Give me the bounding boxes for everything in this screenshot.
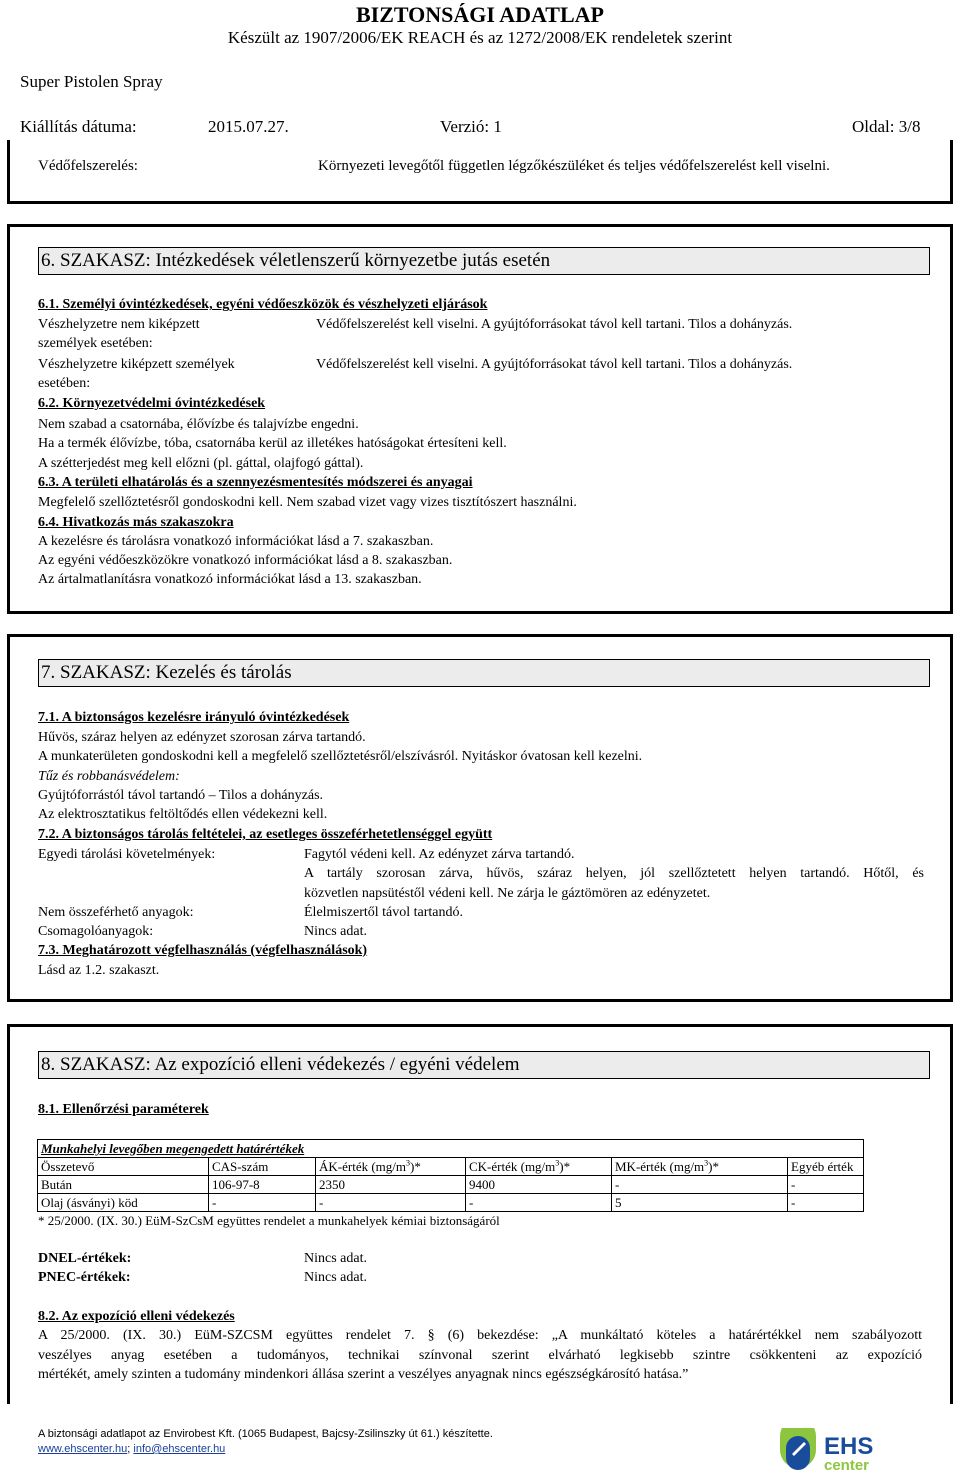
s72-title: 7.2. A biztonságos tárolás feltételei, az esetleges összeférhetetlenséggel együtt (38, 827, 493, 842)
table-header-suffix: )* (708, 1159, 720, 1174)
table-caption: Munkahelyi levegőben megengedett határértékek (38, 1140, 864, 1158)
table-cell: 5 (612, 1194, 788, 1212)
dnel-label: DNEL-értékek: (38, 1251, 132, 1266)
logo-leaf-icon (780, 1428, 816, 1470)
dnel-value: Nincs adat. (304, 1251, 367, 1266)
s63-line1: Megfelelő szellőztetésről gondoskodni kell. Nem szabad vizet vagy vizes tisztítószert használni. (38, 495, 577, 510)
s81-title: 8.1. Ellenőrzési paraméterek (38, 1102, 209, 1117)
table-header-text: CK-érték (mg/m (469, 1159, 556, 1174)
section8-title: 8. SZAKASZ: Az expozíció elleni védekezés / egyéni védelem (38, 1051, 930, 1079)
logo-word-center: center (824, 1457, 870, 1472)
document-subtitle: Készült az 1907/2006/EK REACH és az 1272/2008/EK rendeletek szerint (227, 28, 733, 47)
table-cell: 9400 (466, 1176, 612, 1194)
table-header-cell: CAS-szám (209, 1158, 316, 1176)
s72-packaging-text: Nincs adat. (304, 924, 367, 939)
product-name: Super Pistolen Spray (20, 72, 163, 91)
s72-requirements-line2: A tartály szorosan zárva, hűvös, száraz helyen, jól szellőztetett helyen tartandó. Hőtől, és (304, 866, 924, 881)
email-link[interactable]: info@ehscenter.hu (133, 1443, 226, 1455)
s73-line1: Lásd az 1.2. szakaszt. (38, 963, 160, 978)
table-cell: 106-97-8 (209, 1176, 316, 1194)
s82-line2: veszélyes anyag esetében a tudományos, technikai színvonal szerint elvárható legkisebb szintre csökkenteni az expozíció (38, 1348, 922, 1363)
s72-requirements-line1: Fagytól védeni kell. Az edényzet zárva tartandó. (304, 847, 575, 862)
s72-incompatible-label: Nem összeférhető anyagok: (38, 905, 194, 920)
s62-line2: Ha a termék élővízbe, tóba, csatornába kerül az illetékes hatóságokat értesíteni kell. (38, 436, 507, 451)
website-link[interactable]: www.ehscenter.hu (38, 1443, 128, 1455)
pnec-label: PNEC-értékek: (38, 1270, 131, 1285)
s64-title: 6.4. Hivatkozás más szakaszokra (38, 515, 234, 530)
s71-title: 7.1. A biztonságos kezelésre irányuló óvintézkedések (38, 710, 350, 725)
protective-equipment-text: Környezeti levegőtől független légzőkészüléket és teljes védőfelszerelést kell viselni. (318, 158, 830, 174)
table-cell: Olaj (ásványi) köd (38, 1194, 209, 1212)
superscript: 3 (406, 1158, 411, 1168)
table-header-text: MK-érték (mg/m (615, 1159, 705, 1174)
s72-incompatible-text: Élelmiszertől távol tartandó. (304, 905, 464, 920)
table-header-cell (466, 1158, 612, 1176)
s71-line4: Az elektrosztatikus feltöltődés ellen védekezni kell. (38, 807, 328, 822)
table-caption-row (38, 1140, 864, 1158)
s71-fire-heading: Tűz és robbanásvédelem: (38, 769, 180, 784)
s61-row1-label-b: személyek esetében: (38, 336, 153, 351)
table-header-text: ÁK-érték (mg/m (319, 1159, 407, 1174)
section6-title: 6. SZAKASZ: Intézkedések véletlenszerű környezetbe jutás esetén (38, 247, 930, 275)
table-header-cell: Egyéb érték (788, 1158, 864, 1176)
s62-line1: Nem szabad a csatornába, élővízbe és talajvízbe engedni. (38, 417, 359, 432)
s64-line2: Az egyéni védőeszközökre vonatkozó információkat lásd a 8. szakaszban. (38, 553, 453, 568)
superscript: 3 (555, 1158, 560, 1168)
protective-equipment-label: Védőfelszerelés: (38, 158, 138, 174)
s62-line3: A szétterjedést meg kell előzni (pl. gáttal, olajfogó gáttal). (38, 456, 364, 471)
s82-line1: A 25/2000. (IX. 30.) EüM-SZCSM együttes rendelet 7. § (6) bekezdése: „A munkáltató köteles a határértékkel nem szabályozott (38, 1328, 922, 1343)
ehs-center-logo-graphic (776, 1428, 926, 1472)
logo-word-ehs: EHS (824, 1433, 874, 1460)
pnec-value: Nincs adat. (304, 1270, 367, 1285)
s71-line2: A munkaterületen gondoskodni kell a megfelelő szellőztetésről/elszívásról. Nyitáskor óvatosan kell kezelni. (38, 749, 643, 764)
table-footnote: * 25/2000. (IX. 30.) EüM-SzCsM együttes rendelet a munkahelyek kémiai biztonságáról (38, 1213, 500, 1228)
table-cell: - (316, 1194, 466, 1212)
table-cell: - (612, 1176, 788, 1194)
document-title: BIZTONSÁGI ADATLAP (356, 2, 604, 27)
s71-line3: Gyújtóforrástól távol tartandó – Tilos a dohányzás. (38, 788, 324, 803)
s61-row2-text: Védőfelszerelést kell viselni. A gyújtóforrásokat távol kell tartani. Tilos a dohányzás. (316, 357, 793, 372)
s82-line3: mértékét, amely szinten a tudomány mindenkori állása szerint a veszélyes anyagnak nincs egészségkárosító hatása.” (38, 1367, 689, 1382)
table-header-cell (316, 1158, 466, 1176)
table-cell: - (788, 1194, 864, 1212)
s64-line1: A kezelésre és tárolásra vonatkozó információkat lásd a 7. szakaszban. (38, 534, 434, 549)
s62-title: 6.2. Környezetvédelmi óvintézkedések (38, 396, 266, 411)
issue-date-label: Kiállítás dátuma: (20, 117, 137, 136)
s72-requirements-label: Egyedi tárolási követelmények: (38, 847, 216, 862)
s61-row1-label-a: Vészhelyzetre nem kiképzett (38, 317, 200, 332)
ehs-center-logo (776, 1428, 926, 1472)
table-header-suffix: )* (410, 1159, 421, 1174)
s61-row1-text: Védőfelszerelést kell viselni. A gyújtóforrásokat távol kell tartani. Tilos a dohányzás. (316, 317, 793, 332)
s61-title: 6.1. Személyi óvintézkedések, egyéni védőeszközök és vészhelyzeti eljárások (38, 297, 488, 312)
s72-packaging-label: Csomagolóanyagok: (38, 924, 154, 939)
table-cell: Bután (38, 1176, 209, 1194)
version: Verzió: 1 (440, 117, 502, 136)
s61-row2-label-a: Vészhelyzetre kiképzett személyek (38, 357, 235, 372)
s64-line3: Az ártalmatlanításra vonatkozó információkat lásd a 13. szakaszban. (38, 572, 422, 587)
table-row (38, 1176, 864, 1194)
table-cell: - (788, 1176, 864, 1194)
superscript: 3 (704, 1158, 709, 1168)
footer-link-separator: ; (127, 1443, 131, 1455)
exposure-limits-table (37, 1139, 864, 1212)
table-cell: 2350 (316, 1176, 466, 1194)
s73-title: 7.3. Meghatározott végfelhasználás (végfelhasználások) (38, 943, 368, 958)
section7-title: 7. SZAKASZ: Kezelés és tárolás (38, 659, 930, 687)
page-number: Oldal: 3/8 (852, 117, 921, 136)
table-cell: - (209, 1194, 316, 1212)
table-row (38, 1194, 864, 1212)
table-header-suffix: )* (559, 1159, 571, 1174)
s71-line1: Hűvös, száraz helyen az edényzet szorosan zárva tartandó. (38, 730, 366, 745)
s61-row2-label-b: esetében: (38, 376, 91, 391)
footer-links (38, 1442, 225, 1456)
footer-text: A biztonsági adatlapot az Envirobest Kft. (1065 Budapest, Bajcsy-Zsilinszky út 61.) készítette. (38, 1428, 493, 1440)
table-header-cell (612, 1158, 788, 1176)
table-cell: - (466, 1194, 612, 1212)
table-header-cell: Összetevő (38, 1158, 209, 1176)
s63-title: 6.3. A területi elhatárolás és a szennyezésmentesítés módszerei és anyagai (38, 475, 473, 490)
s82-title: 8.2. Az expozíció elleni védekezés (38, 1309, 235, 1324)
s72-requirements-line3: közvetlen napsütéstől védeni kell. Ne zárja le gáztömören az edényzetet. (304, 886, 711, 901)
table-header-row (38, 1158, 864, 1176)
issue-date: 2015.07.27. (208, 117, 289, 136)
